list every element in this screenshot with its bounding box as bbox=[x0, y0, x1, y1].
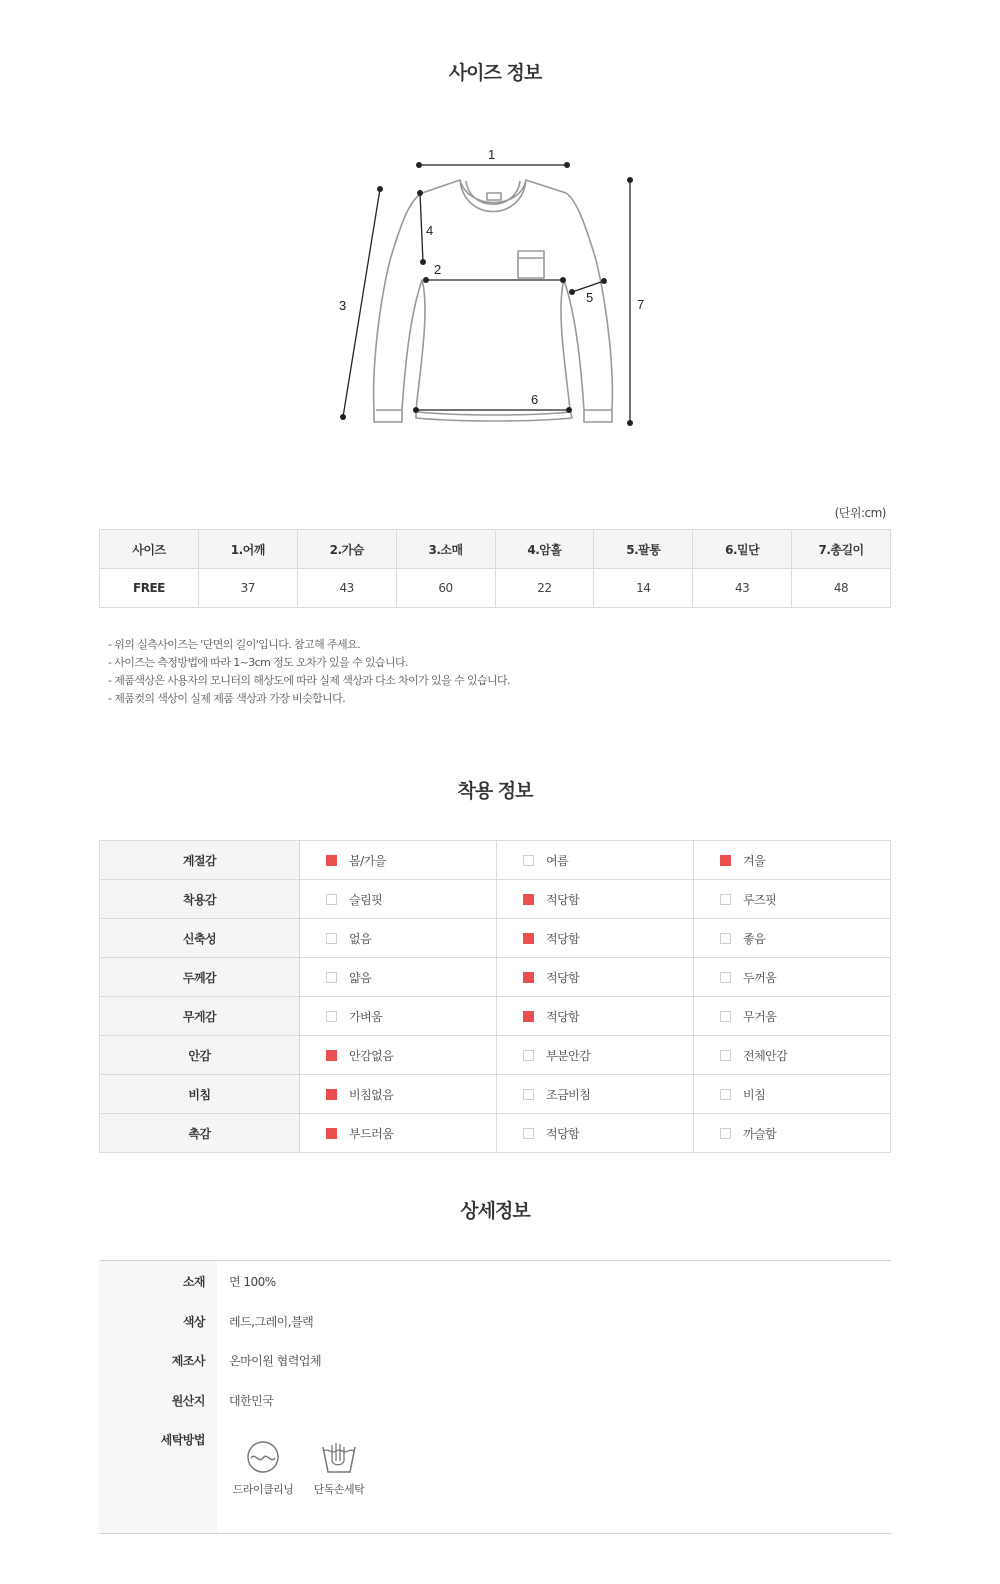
unchecked-checkbox bbox=[720, 1011, 731, 1022]
fit-option-label: 적당함 bbox=[546, 931, 580, 946]
diagram-label-1: 1 bbox=[488, 147, 496, 162]
fit-option bbox=[300, 880, 497, 919]
unchecked-checkbox bbox=[720, 1128, 731, 1139]
detail-value: 대한민국 bbox=[229, 1394, 274, 1408]
detail-value: 면 100% bbox=[229, 1275, 276, 1289]
wash-label: 단독손세탁 bbox=[313, 1483, 365, 1496]
unchecked-checkbox bbox=[523, 1050, 534, 1061]
detail-row-origin bbox=[99, 1392, 891, 1412]
detail-key: 소재 bbox=[182, 1275, 205, 1289]
detail-value: 레드,그레이,블랙 bbox=[229, 1315, 314, 1329]
fit-option-label: 까슬함 bbox=[743, 1126, 777, 1141]
size-cell: 43 bbox=[297, 569, 396, 608]
fit-option-label: 슬림핏 bbox=[349, 892, 383, 907]
table-row bbox=[100, 997, 891, 1036]
fit-option bbox=[497, 841, 694, 880]
size-section-title: 사이즈 정보 bbox=[448, 62, 542, 84]
fit-option bbox=[300, 1114, 497, 1153]
fit-category: 두께감 bbox=[100, 958, 300, 997]
detail-key: 원산지 bbox=[171, 1394, 205, 1408]
table-row bbox=[100, 1114, 891, 1153]
unchecked-checkbox bbox=[326, 1011, 337, 1022]
fit-option bbox=[497, 1036, 694, 1075]
unchecked-checkbox bbox=[523, 1089, 534, 1100]
diagram-label-5: 5 bbox=[586, 290, 594, 305]
diagram-label-2: 2 bbox=[434, 262, 442, 277]
detail-row-manufacturer bbox=[99, 1352, 891, 1372]
unchecked-checkbox bbox=[523, 855, 534, 866]
wash-item-hand-wash bbox=[299, 1439, 379, 1497]
size-header-cell: 사이즈 bbox=[100, 530, 199, 569]
checked-checkbox bbox=[523, 1011, 534, 1022]
unchecked-checkbox bbox=[326, 933, 337, 944]
fit-option-label: 부드러움 bbox=[349, 1126, 394, 1141]
fit-option bbox=[694, 958, 891, 997]
size-cell: 22 bbox=[495, 569, 594, 608]
table-row bbox=[100, 1075, 891, 1114]
wash-item-dry-cleaning bbox=[223, 1439, 303, 1497]
fit-option-label: 가벼움 bbox=[349, 1009, 383, 1024]
size-header-cell: 4.암홀 bbox=[495, 530, 594, 569]
fit-category: 신축성 bbox=[100, 919, 300, 958]
size-header-cell: 1.어깨 bbox=[198, 530, 297, 569]
detail-section-title: 상세정보 bbox=[460, 1200, 530, 1222]
fit-option bbox=[497, 1075, 694, 1114]
fit-option bbox=[497, 880, 694, 919]
dry-cleaning-icon bbox=[245, 1439, 281, 1475]
table-row bbox=[100, 1036, 891, 1075]
table-row bbox=[100, 841, 891, 880]
fit-option-label: 좋음 bbox=[743, 931, 766, 946]
unchecked-checkbox bbox=[720, 972, 731, 983]
checked-checkbox bbox=[326, 1050, 337, 1061]
size-header-cell: 6.밑단 bbox=[693, 530, 792, 569]
fit-option bbox=[497, 919, 694, 958]
fit-option-label: 루즈핏 bbox=[743, 892, 777, 907]
size-cell: 43 bbox=[693, 569, 792, 608]
table-row bbox=[100, 958, 891, 997]
note-line: - 사이즈는 측정방법에 따라 1~3cm 정도 오차가 있을 수 있습니다. bbox=[108, 656, 408, 669]
tshirt-size-diagram bbox=[330, 140, 670, 440]
fit-option-label: 얇음 bbox=[349, 970, 372, 985]
unchecked-checkbox bbox=[720, 933, 731, 944]
size-cell: 48 bbox=[792, 569, 891, 608]
fit-option bbox=[694, 841, 891, 880]
size-header-cell: 2.가슴 bbox=[297, 530, 396, 569]
fit-option-label: 비침없음 bbox=[349, 1087, 394, 1102]
table-row bbox=[100, 919, 891, 958]
note-line: - 제품색상은 사용자의 모니터의 해상도에 따라 실제 색상과 다소 차이가 있을 수 있습니다. bbox=[108, 674, 510, 687]
fit-option bbox=[300, 919, 497, 958]
detail-key: 제조사 bbox=[171, 1354, 205, 1368]
fit-option bbox=[300, 1075, 497, 1114]
fit-category: 무게감 bbox=[100, 997, 300, 1036]
unchecked-checkbox bbox=[523, 1128, 534, 1139]
size-notes bbox=[108, 636, 510, 708]
fit-option-label: 여름 bbox=[546, 853, 569, 868]
fit-option bbox=[497, 997, 694, 1036]
size-cell: 37 bbox=[198, 569, 297, 608]
detail-key: 색상 bbox=[182, 1315, 205, 1329]
fit-option bbox=[300, 841, 497, 880]
detail-row-material bbox=[99, 1273, 891, 1293]
fit-option bbox=[497, 1114, 694, 1153]
unchecked-checkbox bbox=[720, 894, 731, 905]
fit-option bbox=[694, 1075, 891, 1114]
size-header-cell: 7.총길이 bbox=[792, 530, 891, 569]
fit-option bbox=[694, 1114, 891, 1153]
size-cell: 14 bbox=[594, 569, 693, 608]
detail-table bbox=[99, 1260, 891, 1534]
size-table bbox=[99, 529, 891, 608]
fit-option-label: 비침 bbox=[743, 1087, 766, 1102]
fit-option-label: 적당함 bbox=[546, 970, 580, 985]
fit-option bbox=[300, 997, 497, 1036]
checked-checkbox bbox=[326, 1128, 337, 1139]
unit-label: (단위:cm) bbox=[834, 506, 886, 520]
size-header-cell: 3.소매 bbox=[396, 530, 495, 569]
detail-row-color bbox=[99, 1313, 891, 1333]
fit-option-label: 전체안감 bbox=[743, 1048, 788, 1063]
checked-checkbox bbox=[326, 855, 337, 866]
fit-option-label: 안감없음 bbox=[349, 1048, 394, 1063]
fit-category: 안감 bbox=[100, 1036, 300, 1075]
fit-option bbox=[300, 1036, 497, 1075]
diagram-label-7: 7 bbox=[637, 297, 645, 312]
wash-label: 드라이클리닝 bbox=[232, 1483, 294, 1496]
detail-row-washing bbox=[99, 1431, 891, 1451]
fit-option bbox=[497, 958, 694, 997]
fit-option-label: 적당함 bbox=[546, 892, 580, 907]
fit-category: 계절감 bbox=[100, 841, 300, 880]
unchecked-checkbox bbox=[326, 894, 337, 905]
fit-option-label: 적당함 bbox=[546, 1126, 580, 1141]
table-row bbox=[100, 569, 891, 608]
size-header-cell: 5.팔통 bbox=[594, 530, 693, 569]
table-row bbox=[100, 880, 891, 919]
fit-option bbox=[694, 997, 891, 1036]
checked-checkbox bbox=[326, 1089, 337, 1100]
unchecked-checkbox bbox=[720, 1050, 731, 1061]
unchecked-checkbox bbox=[326, 972, 337, 983]
fit-option bbox=[694, 880, 891, 919]
fit-option bbox=[694, 1036, 891, 1075]
detail-key: 세탁방법 bbox=[160, 1433, 205, 1447]
fit-option-label: 적당함 bbox=[546, 1009, 580, 1024]
note-line: - 제품컷의 색상이 실제 제품 색상과 가장 비슷합니다. bbox=[108, 692, 346, 705]
fit-option-label: 부분안감 bbox=[546, 1048, 591, 1063]
hand-wash-icon bbox=[320, 1439, 358, 1475]
fit-category: 촉감 bbox=[100, 1114, 300, 1153]
checked-checkbox bbox=[720, 855, 731, 866]
fit-option-label: 무거움 bbox=[743, 1009, 777, 1024]
diagram-label-4: 4 bbox=[426, 223, 434, 238]
diagram-label-6: 6 bbox=[531, 392, 539, 407]
checked-checkbox bbox=[523, 972, 534, 983]
fit-category: 착용감 bbox=[100, 880, 300, 919]
checked-checkbox bbox=[523, 933, 534, 944]
fit-option-label: 조금비침 bbox=[546, 1087, 591, 1102]
fit-category: 비침 bbox=[100, 1075, 300, 1114]
fit-option bbox=[694, 919, 891, 958]
fit-option-label: 겨울 bbox=[743, 853, 766, 868]
diagram-label-3: 3 bbox=[339, 298, 347, 313]
fit-option-label: 두꺼움 bbox=[743, 970, 777, 985]
fit-option bbox=[300, 958, 497, 997]
checked-checkbox bbox=[523, 894, 534, 905]
size-table-header bbox=[100, 530, 891, 569]
size-cell: 60 bbox=[396, 569, 495, 608]
fit-option-label: 봄/가을 bbox=[349, 853, 386, 868]
unchecked-checkbox bbox=[720, 1089, 731, 1100]
fit-table bbox=[99, 840, 891, 1153]
detail-value: 온마이원 협력업체 bbox=[229, 1354, 322, 1368]
fit-option-label: 없음 bbox=[349, 931, 372, 946]
size-cell: FREE bbox=[100, 569, 199, 608]
fit-section-title: 착용 정보 bbox=[457, 780, 533, 802]
note-line: - 위의 실측사이즈는 '단면의 길이'입니다. 참고해 주세요. bbox=[108, 638, 360, 651]
